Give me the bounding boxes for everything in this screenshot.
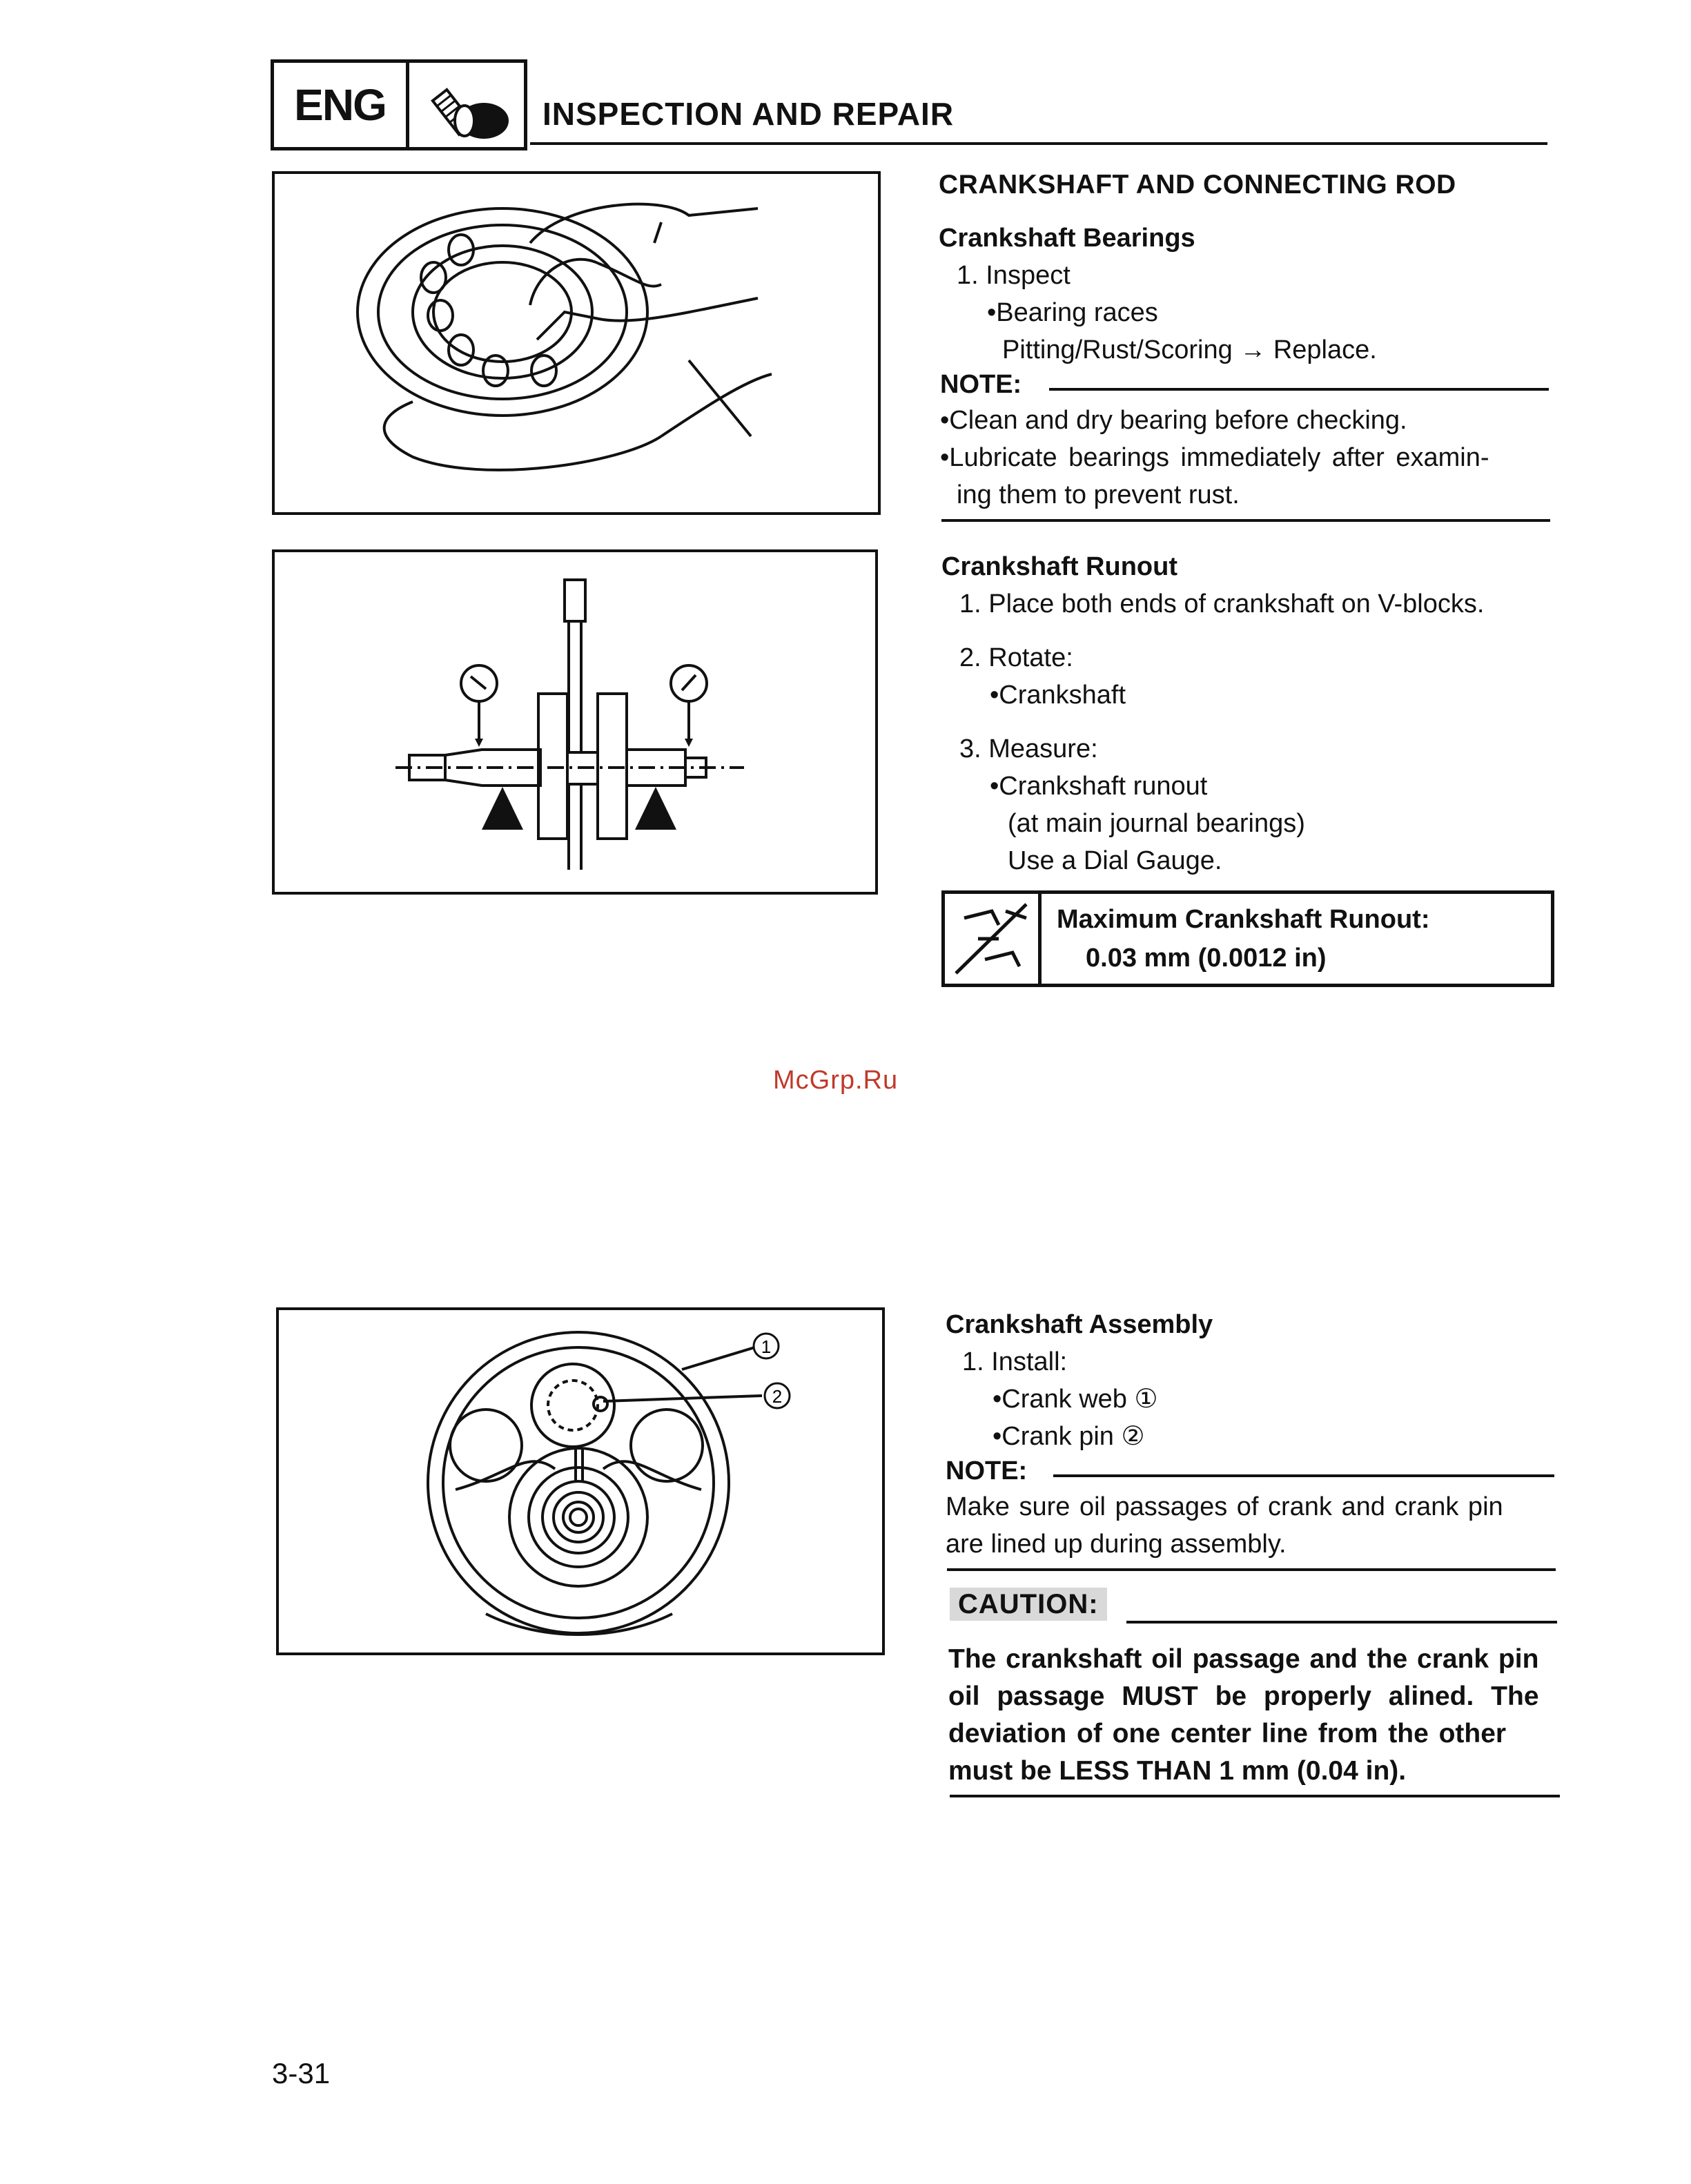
bearings-note-2-line-2: ing them to prevent rust. [957,480,1240,509]
watermark: McGrp.Ru [773,1066,899,1095]
runout-step-2: 2. Rotate: [959,643,1073,672]
bearings-step-1: 1. Inspect [957,261,1071,290]
assembly-item-2: •Crank pin ② [993,1422,1145,1451]
bearings-item-1-detail: Pitting/Rust/Scoring → Replace. [1002,335,1377,364]
runout-step-3-detail-1: (at main journal bearings) [1008,809,1305,838]
caution-line-4: must be LESS THAN 1 mm (0.04 in). [948,1756,1407,1786]
caution-rule [1126,1621,1557,1624]
bearings-heading: Crankshaft Bearings [939,224,1195,253]
crankshaft-assembly-figure [276,1307,885,1655]
spec-value: 0.03 mm (0.0012 in) [1086,943,1327,973]
runout-heading: Crankshaft Runout [941,552,1177,581]
crankshaft-runout-figure [272,549,878,895]
callout-2: 2 [772,1386,783,1407]
caution-line-3: deviation of one center line from the other [948,1719,1507,1748]
engine-tool-icon [409,63,524,147]
runout-spec-box [941,890,1554,987]
bearings-note-2-line-1: •Lubricate bearings immediately after examin- [940,443,1489,472]
assembly-note-label: NOTE: [946,1456,1028,1485]
section-title: CRANKSHAFT AND CONNECTING ROD [939,170,1456,199]
assembly-step-1: 1. Install: [962,1347,1068,1376]
section-badge [271,59,527,150]
runout-step-3-item: •Crankshaft runout [990,772,1208,801]
assembly-note-rule [1053,1474,1554,1477]
callout-1: 1 [761,1336,772,1357]
page-title: INSPECTION AND REPAIR [543,96,955,132]
note-rule [1049,388,1549,391]
runout-step-2-item: •Crankshaft [990,681,1126,710]
eng-badge-label: ENG [274,63,409,147]
runout-step-3-detail-2: Use a Dial Gauge. [1008,846,1222,875]
bearing-inspection-figure [272,171,881,515]
assembly-note-line-1: Make sure oil passages of crank and crank pin [946,1492,1503,1521]
bearings-item-1: •Bearing races [987,298,1158,327]
caution-label [950,1589,1107,1620]
caution-line-1: The crankshaft oil passage and the crank pin [948,1644,1539,1674]
caution-end-rule [950,1795,1560,1797]
caliper-icon [945,894,1042,984]
runout-step-3: 3. Measure: [959,734,1098,763]
spec-label: Maximum Crankshaft Runout: [1057,905,1430,934]
assembly-heading: Crankshaft Assembly [946,1310,1213,1339]
header-rule [530,142,1547,145]
page-number: 3-31 [272,2057,331,2089]
runout-step-1: 1. Place both ends of crankshaft on V-blocks. [959,589,1485,618]
assembly-item-1: •Crank web ① [993,1385,1158,1414]
note-end-rule [941,519,1550,522]
caution-tag: CAUTION: [950,1588,1107,1621]
caution-line-2: oil passage MUST be properly alined. The [948,1681,1539,1711]
assembly-note-line-2: are lined up during assembly. [946,1530,1287,1559]
bearings-note-label: NOTE: [940,370,1022,399]
assembly-note-end-rule [947,1568,1556,1571]
bearings-note-1: •Clean and dry bearing before checking. [940,406,1407,435]
